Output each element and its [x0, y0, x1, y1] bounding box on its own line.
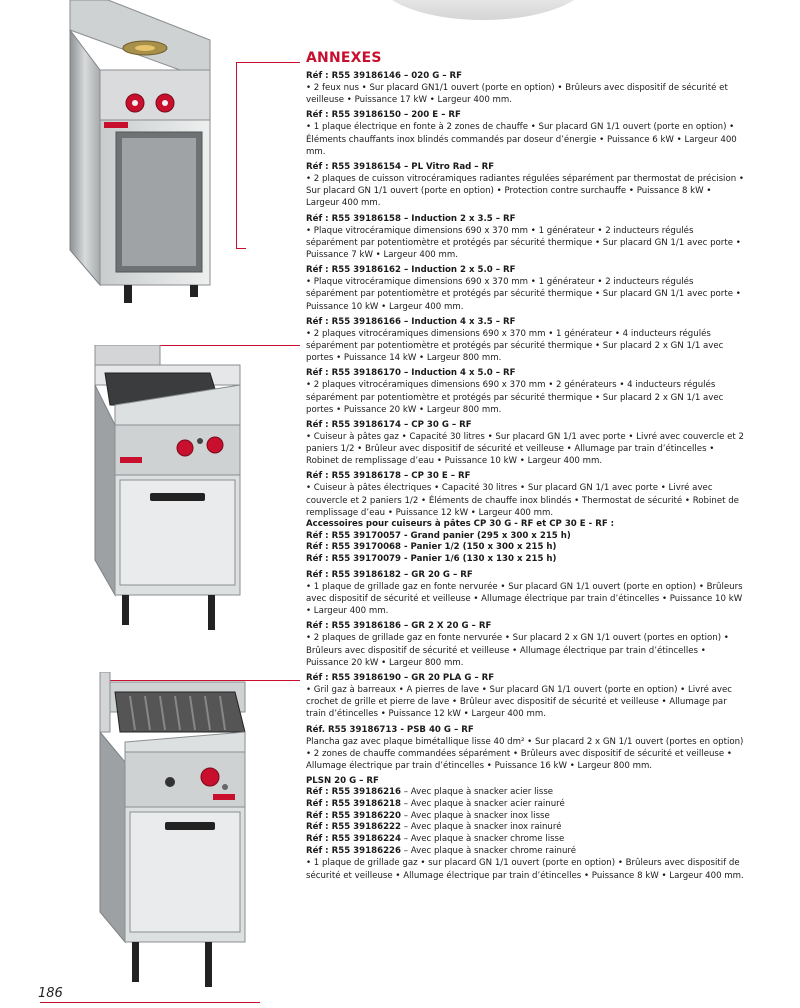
entry-ref: Réf. R55 39186713 - PSB 40 G – RF — [306, 724, 474, 735]
entry-desc: • 2 plaques vitrocéramiques dimensions 690 x 370 mm • 1 générateur • 4 inducteurs régulés séparément par potentiomètre et protégés par sécurité thermique • Sur placard 2 x GN 1/1 avec portes • Puissance 14 kW • Largeur 800 mm. — [306, 328, 724, 364]
entry-induction-4x35 — [306, 316, 746, 365]
entry-plsn20g — [306, 775, 746, 882]
entry-gr2x20g — [306, 620, 746, 669]
plsn-item-text: – Avec plaque à snacker inox rainuré — [401, 822, 562, 833]
page-number: 186 — [38, 986, 63, 1001]
accessories-title: Accessoires pour cuiseurs à pâtes CP 30 G - RF et CP 30 E - RF : — [306, 518, 615, 529]
entry-gr20pla — [306, 672, 746, 721]
entry-induction-4x50 — [306, 367, 746, 416]
entries-block-2 — [306, 569, 746, 772]
entry-desc: • Plaque vitrocéramique dimensions 690 x 370 mm • 1 générateur • 2 inducteurs régulés séparément par potentiomètre et protégés par sécurité thermique • Sur placard GN 1/1 avec porte • Puissance 10 kW • Largeur 400 mm. — [306, 277, 741, 312]
entry-ref: Réf : R55 39186166 – Induction 4 x 3.5 – RF — [306, 316, 516, 327]
entry-title: PLSN 20 G – RF — [306, 776, 379, 787]
entry-ref: Réf : R55 39186150 – 200 E – RF — [306, 110, 461, 121]
entry-ref: Réf : R55 39186186 – GR 2 X 20 G – RF — [306, 621, 492, 632]
entry-desc: Plancha gaz avec plaque bimétallique lisse 40 dm² • Sur placard 2 x GN 1/1 ouvert (portes en option) • 2 zones de chauffe commandées séparément • Brûleurs avec dispositif de sécurité et veilleuse • Allumage électrique par train d’étincelles • Puissance 16 kW • Largeur 800 mm. — [306, 736, 744, 772]
section-title: ANNEXES — [306, 50, 382, 66]
page-corner-decoration — [378, 0, 588, 20]
entry-gr20g — [306, 569, 746, 618]
entry-desc: • 1 plaque de grillade gaz • sur placard GN 1/1 ouvert (porte en option) • Brûleurs avec dispositif de sécurité et veilleuse • Allumage électrique par train d’étincelles • Puissance 8 kW • Largeur 400 mm. — [306, 858, 744, 881]
page-number-rule — [40, 1002, 260, 1003]
entry-desc: • Cuiseur à pâtes gaz • Capacité 30 litres • Sur placard GN 1/1 avec porte • Livré avec couvercle et 2 paniers 1/2 • Brûleur avec dispositif de sécurité et veilleuse • Allumage par train d’étincelles • Robinet de remplissage d’eau • Puissance 10 kW • Largeur 400 mm. — [306, 432, 745, 467]
product-image-200e — [90, 345, 250, 635]
plsn-item-ref: Réf : R55 39186218 — [306, 798, 402, 809]
entry-desc: • Plaque vitrocéramique dimensions 690 x 370 mm • 1 générateur • 2 inducteurs régulés séparément par potentiomètre et protégés par sécurité thermique • Sur placard GN 1/1 avec porte • Puissance 7 kW • Largeur 400 mm. — [306, 225, 741, 261]
plsn-item — [306, 799, 746, 811]
plsn-item-ref: Réf : R55 39186216 — [306, 787, 402, 798]
plsn-item — [306, 811, 746, 823]
accessory-item: Réf : R55 39170068 - Panier 1/2 (150 x 300 x 215 h) — [306, 542, 557, 553]
plsn-item-ref: Réf : R55 39186224 — [306, 834, 402, 845]
plsn-item-ref: Réf : R55 39186222 — [306, 822, 402, 833]
entry-ref: Réf : R55 39186178 – CP 30 E – RF — [306, 470, 471, 481]
plsn-item — [306, 846, 746, 858]
entry-cp30e — [306, 471, 746, 566]
plsn-item — [306, 834, 746, 846]
accessory-item: Réf : R55 39170057 - Grand panier (295 x 300 x 215 h) — [306, 530, 571, 541]
annexes-content — [306, 50, 746, 885]
plsn-item-text: – Avec plaque à snacker chrome lisse — [401, 834, 565, 845]
plsn-item-ref: Réf : R55 39186220 — [306, 810, 402, 821]
entry-ref: Réf : R55 39186158 – Induction 2 x 3.5 – RF — [306, 213, 516, 224]
entry-desc: • Cuiseur à pâtes électriques • Capacité 30 litres • Sur placard GN 1/1 avec porte • Livré avec couvercle et 2 paniers 1/2 • Éléments de chauffe inox blindés • Thermostat de sécurité • Robinet de remplissage d’eau • Puissance 12 kW • Largeur 400 mm. — [306, 483, 739, 518]
entry-cp30g — [306, 419, 746, 468]
entry-200e — [306, 109, 746, 158]
entry-ref: Réf : R55 39186146 – 020 G – RF — [306, 71, 463, 81]
entry-desc: • 2 plaques de grillade gaz en fonte nervurée • Sur placard 2 x GN 1/1 ouvert (portes en option) • Brûleurs avec dispositif de sécurité et veilleuse • Allumage électrique par train d’étincelles • Puissance 20 kW • Largeur 800 mm. — [306, 633, 729, 668]
plsn-item-text: – Avec plaque à snacker acier lisse — [401, 787, 554, 798]
plsn-item-text: – Avec plaque à snacker chrome rainuré — [401, 845, 577, 856]
plsn-item — [306, 787, 746, 799]
entry-desc: • 2 plaques vitrocéramiques dimensions 690 x 370 mm • 2 générateurs • 4 inducteurs régulés séparément par potentiomètre et protégés par sécurité thermique • Sur placard 2 x GN 1/1 avec portes • Puissance 20 kW • Largeur 800 mm. — [306, 380, 724, 415]
product-image-020g — [60, 0, 240, 305]
entry-induction-2x50 — [306, 264, 746, 313]
entry-desc: • 2 feux nus • Sur placard GN1/1 ouvert (porte en option) • Brûleurs avec dispositif de sécurité et veilleuse • Puissance 17 kW • Largeur 400 mm. — [306, 83, 728, 106]
entry-020g — [306, 70, 746, 106]
entries-block-1 — [306, 70, 746, 468]
entry-ref: Réf : R55 39186190 – GR 20 PLA G – RF — [306, 673, 495, 684]
product-image-gr20pla — [95, 672, 265, 1002]
accessory-item: Réf : R55 39170079 - Panier 1/6 (130 x 130 x 215 h) — [306, 554, 557, 565]
plsn-item — [306, 822, 746, 834]
entry-ref: Réf : R55 39186182 – GR 20 G – RF — [306, 569, 473, 580]
entry-ref: Réf : R55 39186154 – PL Vitro Rad – RF — [306, 162, 495, 173]
entry-pl-vitro-rad — [306, 161, 746, 210]
leader-line-1 — [236, 62, 300, 63]
plsn-item-text: – Avec plaque à snacker inox lisse — [401, 810, 550, 821]
entry-psb40g — [306, 724, 746, 773]
entry-ref: Réf : R55 39186170 – Induction 4 x 5.0 – RF — [306, 368, 516, 379]
entry-induction-2x35 — [306, 213, 746, 262]
plsn-item-ref: Réf : R55 39186226 — [306, 845, 402, 856]
entry-desc: • 1 plaque de grillade gaz en fonte nervurée • Sur placard GN 1/1 ouvert (porte en option) • Brûleurs avec dispositif de sécurité et veilleuse • Allumage électrique par train d’étincelles • Puissance 10 kW • Largeur 400 mm. — [306, 581, 743, 617]
entry-ref: Réf : R55 39186162 – Induction 2 x 5.0 – RF — [306, 265, 516, 276]
entry-desc: • 1 plaque électrique en fonte à 2 zones de chauffe • Sur placard GN 1/1 ouvert (porte en option) • Éléments chauffants inox blindés commandés par doseur d’énergie • Puissance 6 kW • Largeur 400 mm. — [306, 122, 737, 157]
entry-desc: • Gril gaz à barreaux • A pierres de lave • Sur placard GN 1/1 ouvert (porte en option) • Livré avec crochet de grille et pierre de lave • Brûleur avec dispositif de sécurité et veilleuse • Allumage par train d’étincelles • Puissance 12 kW • Largeur 400 mm. — [306, 685, 732, 720]
plsn-item-text: – Avec plaque à snacker acier rainuré — [401, 798, 565, 809]
entry-ref: Réf : R55 39186174 – CP 30 G – RF — [306, 420, 472, 431]
entry-desc: • 2 plaques de cuisson vitrocéramiques radiantes régulées séparément par thermostat de précision • Sur placard GN 1/1 ouvert (porte en option) • Protection contre surchauffe • Puissance 8 kW • Largeur 400 mm. — [306, 174, 744, 209]
